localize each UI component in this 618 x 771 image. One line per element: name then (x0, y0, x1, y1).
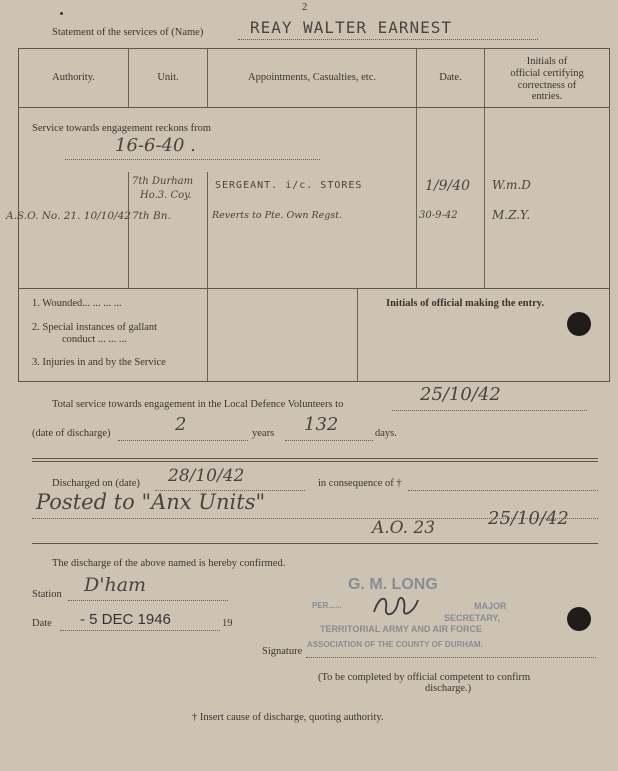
signature-underline (306, 657, 596, 658)
discharge-top-border-2 (32, 461, 598, 462)
header-date: Date. (439, 72, 462, 83)
consequence-label: in consequence of † (318, 478, 402, 489)
year-suffix: 19 (222, 618, 233, 629)
entry1-initials: W.m.D (492, 178, 531, 192)
table-top-border (18, 48, 610, 49)
punch-hole-top (567, 312, 591, 336)
consequence-ref: A.O. 23 (372, 518, 436, 538)
completion-note-1: (To be completed by official competent to confirm (318, 672, 531, 683)
stamp-name: G. M. LONG (348, 576, 438, 593)
casualty-gallant-2: conduct ... ... ... (62, 334, 127, 345)
header-authority: Authority. (52, 72, 95, 83)
discharge-top-border-1 (32, 458, 598, 459)
header-bottom-border (18, 107, 610, 108)
entry1-appointment: SERGEANT. i/c. STORES (215, 180, 363, 191)
header-initials-2: official certifying (510, 68, 584, 79)
entry2-authority: A.S.O. No. 21. 10/10/42 (6, 210, 131, 222)
signature-label: Signature (262, 646, 303, 657)
page-number: 2 (302, 2, 308, 13)
entry1-unit-line1: 7th Durham (132, 176, 194, 187)
total-service-value: 25/10/42 (420, 384, 501, 405)
body-col-divider-1 (128, 172, 129, 288)
engagement-underline (65, 159, 320, 160)
stamp-rank: MAJOR (474, 601, 507, 611)
discharged-on-value: 28/10/42 (168, 466, 245, 486)
punch-hole-bottom (567, 607, 591, 631)
initials-entry-label: Initials of official making the entry. (386, 298, 545, 309)
entry2-appointment: Reverts to Pte. Own Regst. (212, 210, 343, 221)
mark-dot (60, 12, 63, 15)
body-col-divider-2 (207, 172, 208, 288)
stamp-org-2: ASSOCIATION OF THE COUNTY OF DURHAM. (307, 640, 483, 649)
statement-label: Statement of the services of (Name) (52, 27, 204, 38)
header-initials-4: entries. (531, 91, 563, 102)
discharged-on-label: Discharged on (date) (52, 478, 140, 489)
body-col-divider-4 (484, 108, 485, 288)
total-service-label: Total service towards engagement in the Local Defence Volunteers to (52, 399, 344, 410)
consequence-date: 25/10/42 (488, 508, 569, 529)
casualties-top-border (18, 288, 610, 289)
discharge-bottom-border (32, 543, 598, 544)
signature-scribble (370, 592, 430, 622)
date-label: Date (32, 618, 52, 629)
casualty-wounded: 1. Wounded... ... ... ... (32, 298, 122, 309)
table-right-border (609, 48, 610, 382)
entry2-unit: 7th Bn. (132, 210, 171, 222)
days-underline (285, 440, 373, 441)
name-underline (238, 39, 538, 40)
casualties-divider-1 (207, 288, 208, 382)
entry2-initials: M.Z.Y. (492, 208, 531, 222)
footnote: † Insert cause of discharge, quoting authority. (192, 712, 384, 723)
consequence-underline (408, 490, 598, 491)
casualty-injuries: 3. Injuries in and by the Service (32, 357, 166, 368)
completion-note-2: discharge.) (425, 683, 472, 694)
body-col-divider-3 (416, 108, 417, 288)
stamp-title: SECRETARY, (444, 613, 501, 623)
consequence-text: Posted to "Anx Units" (36, 490, 266, 514)
station-underline (68, 600, 228, 601)
station-label: Station (32, 589, 62, 600)
casualty-gallant-1: 2. Special instances of gallant (32, 322, 158, 333)
engagement-label: Service towards engagement reckons from (32, 123, 212, 134)
total-service-underline (392, 410, 587, 411)
header-appointments: Appointments, Casualties, etc. (247, 72, 377, 83)
entry1-date: 1/9/40 (425, 178, 471, 194)
header-initials-3: correctness of (517, 80, 577, 91)
entry2-date: 30-9-42 (419, 210, 458, 221)
station-value: D'ham (84, 574, 147, 596)
header-initials-1: Initials of (526, 56, 568, 67)
casualties-divider-2 (357, 288, 358, 382)
years-label: years (252, 428, 275, 439)
years-underline (118, 440, 248, 441)
days-label: days. (375, 428, 397, 439)
years-value: 2 (175, 414, 187, 435)
date-discharge-label: (date of discharge) (32, 428, 111, 439)
entry1-unit-line2: Ho.3. Coy. (140, 190, 192, 201)
date-value: - 5 DEC 1946 (80, 611, 171, 628)
stamp-per: PER...... (312, 601, 342, 610)
stamp-org-1: TERRITORIAL ARMY AND AIR FORCE (320, 624, 483, 634)
date-underline (60, 630, 220, 631)
casualties-bottom-border (18, 381, 610, 382)
confirmed-label: The discharge of the above named is hereby confirmed. (52, 558, 286, 569)
name-value: REAY WALTER EARNEST (250, 18, 453, 37)
engagement-date: 16-6-40 . (115, 135, 196, 156)
header-unit: Unit. (157, 72, 179, 83)
days-value: 132 (304, 414, 339, 435)
